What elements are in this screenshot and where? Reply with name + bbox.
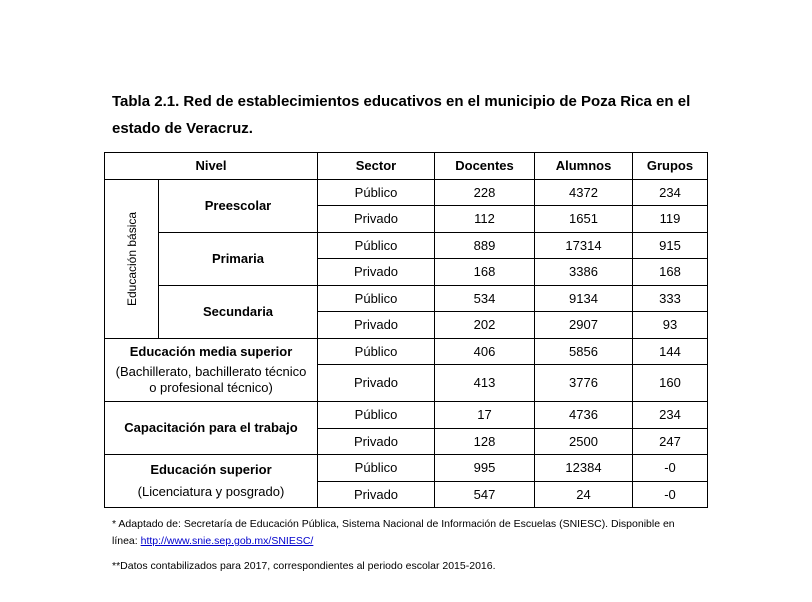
docentes-cell: 112 bbox=[435, 206, 535, 233]
grupos-cell: 247 bbox=[633, 429, 708, 455]
sector-cell: Público bbox=[318, 180, 435, 206]
grupos-cell: 168 bbox=[633, 259, 708, 286]
alumnos-cell: 2907 bbox=[535, 312, 633, 339]
table-row bbox=[105, 339, 708, 365]
docentes-cell: 534 bbox=[435, 286, 535, 312]
educacion-basica-label: Educación básica bbox=[124, 211, 139, 307]
alumnos-cell: 4736 bbox=[535, 402, 633, 429]
source-note-prefix: línea: bbox=[112, 535, 138, 547]
sector-cell: Público bbox=[318, 233, 435, 259]
alumnos-cell: 3386 bbox=[535, 259, 633, 286]
nivel-primaria: Primaria bbox=[159, 233, 318, 286]
grupos-cell: 160 bbox=[633, 365, 708, 402]
table-row bbox=[105, 286, 708, 312]
nivel-secundaria: Secundaria bbox=[159, 286, 318, 339]
sector-cell: Privado bbox=[318, 206, 435, 233]
sector-cell: Privado bbox=[318, 312, 435, 339]
header-grupos: Grupos bbox=[633, 153, 708, 180]
sector-cell: Privado bbox=[318, 365, 435, 402]
table-row bbox=[105, 233, 708, 259]
sector-cell: Privado bbox=[318, 482, 435, 508]
alumnos-cell: 4372 bbox=[535, 180, 633, 206]
establishments-table bbox=[104, 152, 708, 508]
sector-cell: Público bbox=[318, 455, 435, 482]
sector-cell: Privado bbox=[318, 259, 435, 286]
table-caption bbox=[112, 88, 706, 142]
alumnos-cell: 24 bbox=[535, 482, 633, 508]
docentes-cell: 168 bbox=[435, 259, 535, 286]
superior-sub: (Licenciatura y posgrado) bbox=[137, 484, 285, 499]
table-row bbox=[105, 180, 708, 206]
data-note bbox=[112, 558, 712, 575]
nivel-superior bbox=[105, 455, 318, 508]
docentes-cell: 202 bbox=[435, 312, 535, 339]
source-link[interactable]: http://www.snie.sep.gob.mx/SNIESC/ bbox=[140, 535, 314, 547]
docentes-cell: 406 bbox=[435, 339, 535, 365]
sector-cell: Privado bbox=[318, 429, 435, 455]
source-note bbox=[112, 516, 712, 550]
docentes-cell: 413 bbox=[435, 365, 535, 402]
media-superior-title: Educación media superior bbox=[129, 344, 293, 359]
media-superior-sub-1: (Bachillerato, bachillerato técnico bbox=[115, 364, 307, 379]
grupos-cell: 333 bbox=[633, 286, 708, 312]
nivel-media-superior bbox=[105, 339, 318, 402]
sector-cell: Público bbox=[318, 402, 435, 429]
alumnos-cell: 17314 bbox=[535, 233, 633, 259]
docentes-cell: 128 bbox=[435, 429, 535, 455]
alumnos-cell: 12384 bbox=[535, 455, 633, 482]
grupos-cell: 915 bbox=[633, 233, 708, 259]
header-nivel: Nivel bbox=[105, 153, 318, 180]
nivel-capacitacion: Capacitación para el trabajo bbox=[105, 402, 318, 455]
header-alumnos: Alumnos bbox=[535, 153, 633, 180]
grupos-cell: 234 bbox=[633, 402, 708, 429]
grupos-cell: -0 bbox=[633, 455, 708, 482]
grupos-cell: 119 bbox=[633, 206, 708, 233]
docentes-cell: 547 bbox=[435, 482, 535, 508]
docentes-cell: 889 bbox=[435, 233, 535, 259]
sector-cell: Público bbox=[318, 339, 435, 365]
table-row bbox=[105, 402, 708, 429]
docentes-cell: 17 bbox=[435, 402, 535, 429]
alumnos-cell: 1651 bbox=[535, 206, 633, 233]
data-note-text: **Datos contabilizados para 2017, correspondientes al periodo escolar 2015-2016. bbox=[112, 560, 496, 572]
source-note-text: * Adaptado de: Secretaría de Educación Pública, Sistema Nacional de Información de Escuelas (SNIESC). Disponible en bbox=[112, 518, 675, 530]
alumnos-cell: 9134 bbox=[535, 286, 633, 312]
nivel-preescolar: Preescolar bbox=[159, 180, 318, 233]
header-docentes: Docentes bbox=[435, 153, 535, 180]
docentes-cell: 995 bbox=[435, 455, 535, 482]
grupos-cell: 93 bbox=[633, 312, 708, 339]
sector-cell: Público bbox=[318, 286, 435, 312]
media-superior-sub-2: o profesional técnico) bbox=[149, 380, 273, 395]
grupos-cell: -0 bbox=[633, 482, 708, 508]
header-row bbox=[105, 153, 708, 180]
educacion-basica-cell bbox=[105, 180, 159, 339]
alumnos-cell: 2500 bbox=[535, 429, 633, 455]
alumnos-cell: 3776 bbox=[535, 365, 633, 402]
alumnos-cell: 5856 bbox=[535, 339, 633, 365]
caption-line-2: estado de Veracruz. bbox=[112, 120, 253, 137]
superior-title: Educación superior bbox=[150, 462, 272, 477]
header-sector: Sector bbox=[318, 153, 435, 180]
grupos-cell: 234 bbox=[633, 180, 708, 206]
table-row bbox=[105, 455, 708, 482]
caption-line-1: Tabla 2.1. Red de establecimientos educativos en el municipio de Poza Rica en el bbox=[112, 93, 691, 110]
docentes-cell: 228 bbox=[435, 180, 535, 206]
grupos-cell: 144 bbox=[633, 339, 708, 365]
